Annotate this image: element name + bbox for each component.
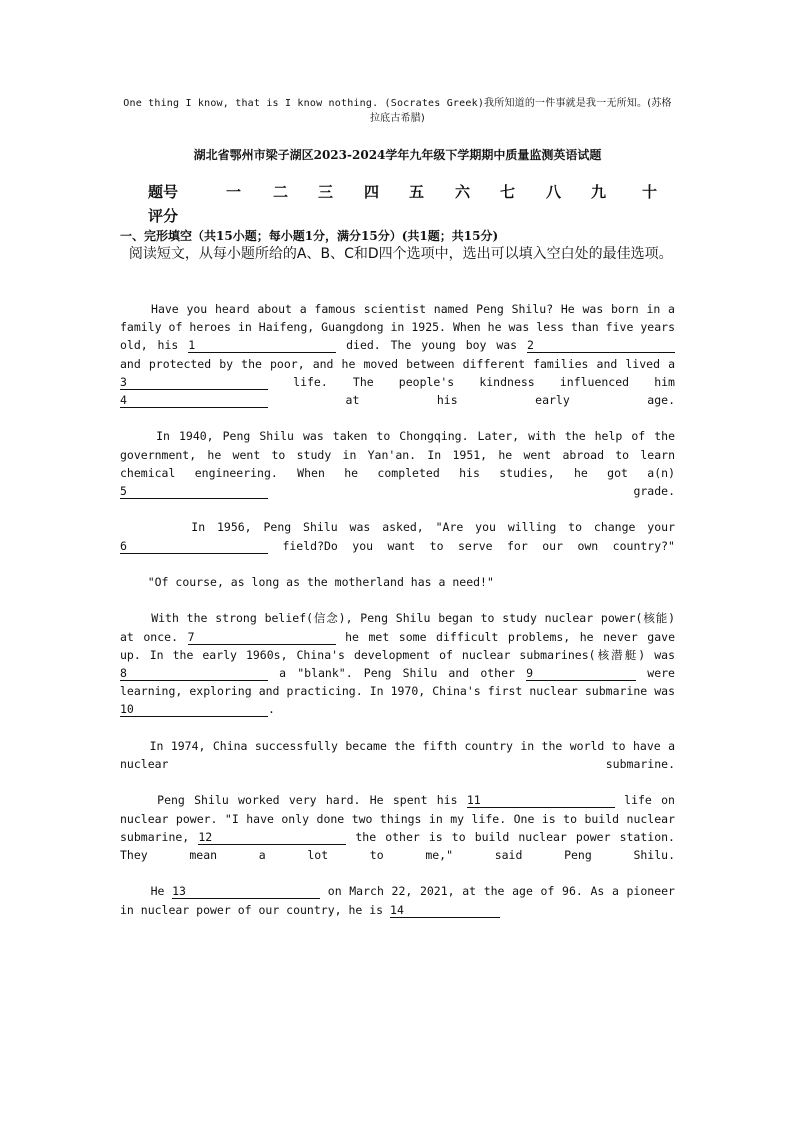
paragraph-5 [120, 609, 675, 718]
blank-10[interactable]: 10 [120, 702, 268, 717]
blank-11[interactable]: 11 [467, 793, 615, 808]
score-col-7: 七 [500, 183, 516, 201]
paragraph-3 [120, 518, 675, 554]
text-segment: In 1940, Peng Shilu was taken to Chongqing. Later, with the help of the government, he went to study in Yan'an. In 1951, he went abroad to learn chemical engineering. When he completed his studies, he got a(n) [120, 429, 675, 480]
blank-4[interactable]: 4 [120, 393, 268, 408]
text-segment: "Of course, as long as the motherland has a need!" [147, 575, 494, 589]
section-instruction [120, 245, 680, 263]
text-segment: on March 22, 2021, at the age of 96. As a pioneer in nuclear power of our country, he is [120, 884, 675, 917]
blank-5[interactable]: 5 [120, 484, 268, 499]
score-col-10: 十 [642, 183, 658, 201]
blank-8[interactable]: 8 [120, 666, 268, 681]
text-segment: were learning, exploring and practicing. In 1970, China's first nuclear submarine was [120, 666, 675, 699]
text-segment: In 1974, China successfully became the fifth country in the world to have a nuclear submarine. [120, 738, 675, 771]
section-heading: 一、完形填空（共15小题；每小题1分，满分15分）(共1题；共15分) [120, 229, 499, 243]
blank-13[interactable]: 13 [172, 884, 320, 899]
text-segment: and protected by the poor, and he moved between different families and lived a [120, 356, 675, 371]
text-segment: the other is to build nuclear power station. They mean a lot to me," said Peng Shilu. [120, 829, 675, 862]
score-col-2: 二 [273, 183, 289, 201]
blank-14[interactable]: 14 [390, 903, 500, 918]
text-segment: Peng Shilu worked very hard. He spent his [157, 793, 458, 808]
paragraph-8 [120, 882, 675, 918]
paragraph-4 [120, 573, 675, 591]
score-col-6: 六 [455, 183, 471, 201]
blank-7[interactable]: 7 [188, 630, 336, 645]
text-segment: field?Do you want to serve for our own country?" [282, 538, 675, 553]
text-segment: died. The young boy was [346, 338, 518, 353]
quote-english: One thing I know, that is I know nothing. (Socrates Greek) [123, 98, 485, 109]
text-segment: life on nuclear power. "I have only done two things in my life. One is to build nuclear submarine, [120, 793, 675, 844]
score-col-8: 八 [546, 183, 562, 201]
quote-chinese: 我所知道的一件事就是我一无所知。(苏格拉底古希腊) [369, 98, 672, 124]
score-col-4: 四 [364, 183, 380, 201]
score-row-label: 评分 [148, 207, 179, 225]
paragraph-6 [120, 737, 675, 773]
text-segment: He [150, 884, 165, 899]
instruction-text: 阅读短文，从每小题所给的A、B、C和D四个选项中，选出可以填入空白处的最佳选项。 [128, 246, 673, 262]
score-col-3: 三 [318, 183, 334, 201]
blank-9[interactable]: 9 [526, 666, 636, 681]
score-col-9: 九 [591, 183, 607, 201]
score-table-label: 题号 [148, 183, 179, 201]
blank-2[interactable]: 2 [527, 338, 675, 353]
text-segment: grade. [633, 484, 675, 499]
blank-1[interactable]: 1 [188, 338, 336, 353]
page-title: 湖北省鄂州市梁子湖区2023-2024学年九年级下学期期中质量监测英语试题 [193, 148, 602, 162]
cloze-passage [120, 300, 675, 937]
header-quote [120, 96, 675, 126]
blank-3[interactable]: 3 [120, 375, 268, 390]
text-segment: . [268, 702, 275, 717]
blank-6[interactable]: 6 [120, 539, 268, 554]
score-col-1: 一 [226, 183, 242, 201]
paragraph-2 [120, 427, 675, 500]
text-segment: he met some difficult problems, he never gave up. In the early 1960s, China's development of nuclear submarines(核潜艇) was [120, 629, 675, 662]
text-segment: a "blank". Peng Shilu and other [279, 666, 515, 680]
text-segment: at his early age. [345, 393, 675, 408]
text-segment: With the strong belief(信念), Peng Shilu began to study nuclear power(核能) at once. [120, 611, 675, 644]
text-segment: life. The people's kindness influenced him [293, 374, 675, 389]
paragraph-1 [120, 300, 675, 409]
score-col-5: 五 [409, 183, 425, 201]
text-segment: Have you heard about a famous scientist named Peng Shilu? He was born in a family of heroes in Haifeng, Guangdong in 1925. When he was less than five years old, his [120, 302, 675, 353]
paragraph-7 [120, 791, 675, 864]
text-segment: In 1956, Peng Shilu was asked, "Are you willing to change your [191, 520, 676, 535]
blank-12[interactable]: 12 [198, 830, 346, 845]
